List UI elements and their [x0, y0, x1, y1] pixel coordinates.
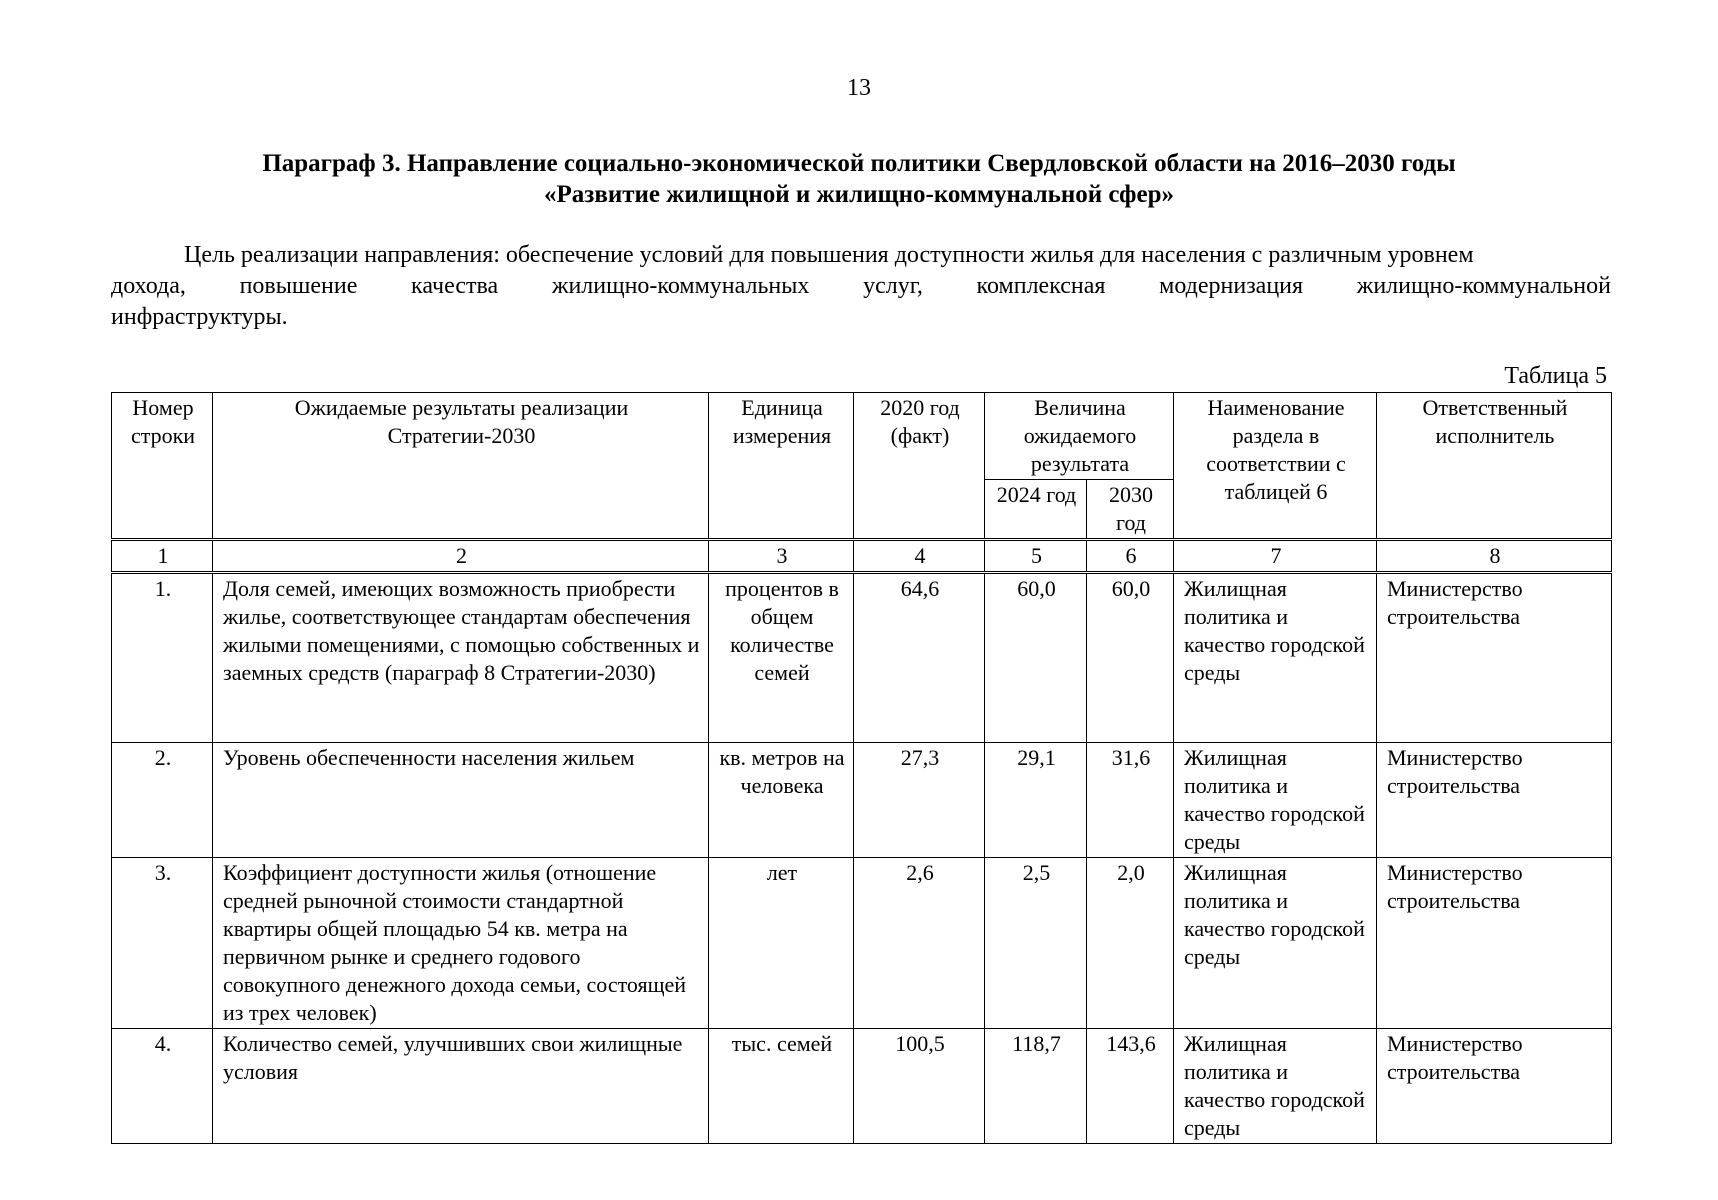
header-year-2030: 2030 год: [1087, 480, 1174, 540]
row-fact-2020: 2,6: [854, 858, 985, 1029]
header-responsible: Ответственный исполнитель: [1377, 393, 1612, 540]
row-unit: тыс. семей: [709, 1029, 854, 1144]
row-value-2024: 2,5: [985, 858, 1087, 1029]
row-value-2030: 2,0: [1087, 858, 1174, 1029]
page-number: 13: [847, 75, 871, 101]
row-value-2024: 60,0: [985, 573, 1087, 743]
table-caption: Таблица 5: [1504, 363, 1607, 389]
table-header-row: [112, 393, 1612, 480]
row-number: 2.: [112, 743, 213, 858]
row-fact-2020: 100,5: [854, 1029, 985, 1144]
column-number: 3: [709, 540, 854, 573]
row-section: Жилищная политика и качество городской среды: [1174, 858, 1377, 1029]
header-fact-2020: 2020 год (факт): [854, 393, 985, 540]
heading-line-1: Параграф 3. Направление социально-экономической политики Свердловской области на 2016–2030 годы: [262, 150, 1456, 177]
header-year-2024: 2024 год: [985, 480, 1087, 540]
header-section-name: Наименование раздела в соответствии с таблицей 6: [1174, 393, 1377, 540]
row-number: 1.: [112, 573, 213, 743]
row-unit: процентов в общем количестве семей: [709, 573, 854, 743]
row-value-2024: 29,1: [985, 743, 1087, 858]
goal-line-3: инфраструктуры.: [111, 304, 288, 330]
row-result: Уровень обеспеченности населения жильем: [213, 743, 709, 858]
row-number: 3.: [112, 858, 213, 1029]
column-number: 7: [1174, 540, 1377, 573]
row-result: Количество семей, улучшивших свои жилищные условия: [213, 1029, 709, 1144]
row-value-2030: 60,0: [1087, 573, 1174, 743]
table-row: [112, 573, 1612, 743]
column-number: 2: [213, 540, 709, 573]
results-table: [111, 392, 1612, 1144]
row-result: Коэффициент доступности жилья (отношение средней рыночной стоимости стандартной квартиры общей площадью 54 кв. метра на первичном рынке и среднего годового совокупного денежного дохода семьи, состоящей из трех человек): [213, 858, 709, 1029]
table-row: [112, 743, 1612, 858]
header-unit: Единица измерения: [709, 393, 854, 540]
row-unit: кв. метров на человека: [709, 743, 854, 858]
column-number-row: [112, 540, 1612, 573]
goal-paragraph: [111, 240, 1611, 333]
table-row: [112, 1029, 1612, 1144]
goal-line-2: дохода, повышение качества жилищно-коммунальных услуг, комплексная модернизация жилищно-коммунальной: [111, 273, 1611, 299]
table-row: [112, 858, 1612, 1029]
row-responsible: Министерство строительства: [1377, 858, 1612, 1029]
header-row-number: Номер строки: [112, 393, 213, 540]
row-result: Доля семей, имеющих возможность приобрести жилье, соответствующее стандартам обеспечения жилыми помещениями, с помощью собственных и заемных средств (параграф 8 Стратегии-2030): [213, 573, 709, 743]
row-section: Жилищная политика и качество городской среды: [1174, 573, 1377, 743]
column-number: 8: [1377, 540, 1612, 573]
header-expected-results: Ожидаемые результаты реализации Стратегии-2030: [213, 393, 709, 540]
row-responsible: Министерство строительства: [1377, 573, 1612, 743]
row-fact-2020: 64,6: [854, 573, 985, 743]
section-heading: [150, 148, 1568, 210]
column-number: 4: [854, 540, 985, 573]
row-unit: лет: [709, 858, 854, 1029]
row-section: Жилищная политика и качество городской среды: [1174, 1029, 1377, 1144]
column-number: 1: [112, 540, 213, 573]
row-value-2024: 118,7: [985, 1029, 1087, 1144]
goal-line-1: Цель реализации направления: обеспечение условий для повышения доступности жилья для населения с различным уровнем: [184, 242, 1474, 268]
column-number: 6: [1087, 540, 1174, 573]
header-expected-value: Величина ожидаемого результата: [985, 393, 1174, 480]
row-responsible: Министерство строительства: [1377, 743, 1612, 858]
row-number: 4.: [112, 1029, 213, 1144]
row-section: Жилищная политика и качество городской среды: [1174, 743, 1377, 858]
heading-line-2: «Развитие жилищной и жилищно-коммунальной сфер»: [544, 181, 1174, 208]
row-fact-2020: 27,3: [854, 743, 985, 858]
row-value-2030: 31,6: [1087, 743, 1174, 858]
column-number: 5: [985, 540, 1087, 573]
row-value-2030: 143,6: [1087, 1029, 1174, 1144]
row-responsible: Министерство строительства: [1377, 1029, 1612, 1144]
